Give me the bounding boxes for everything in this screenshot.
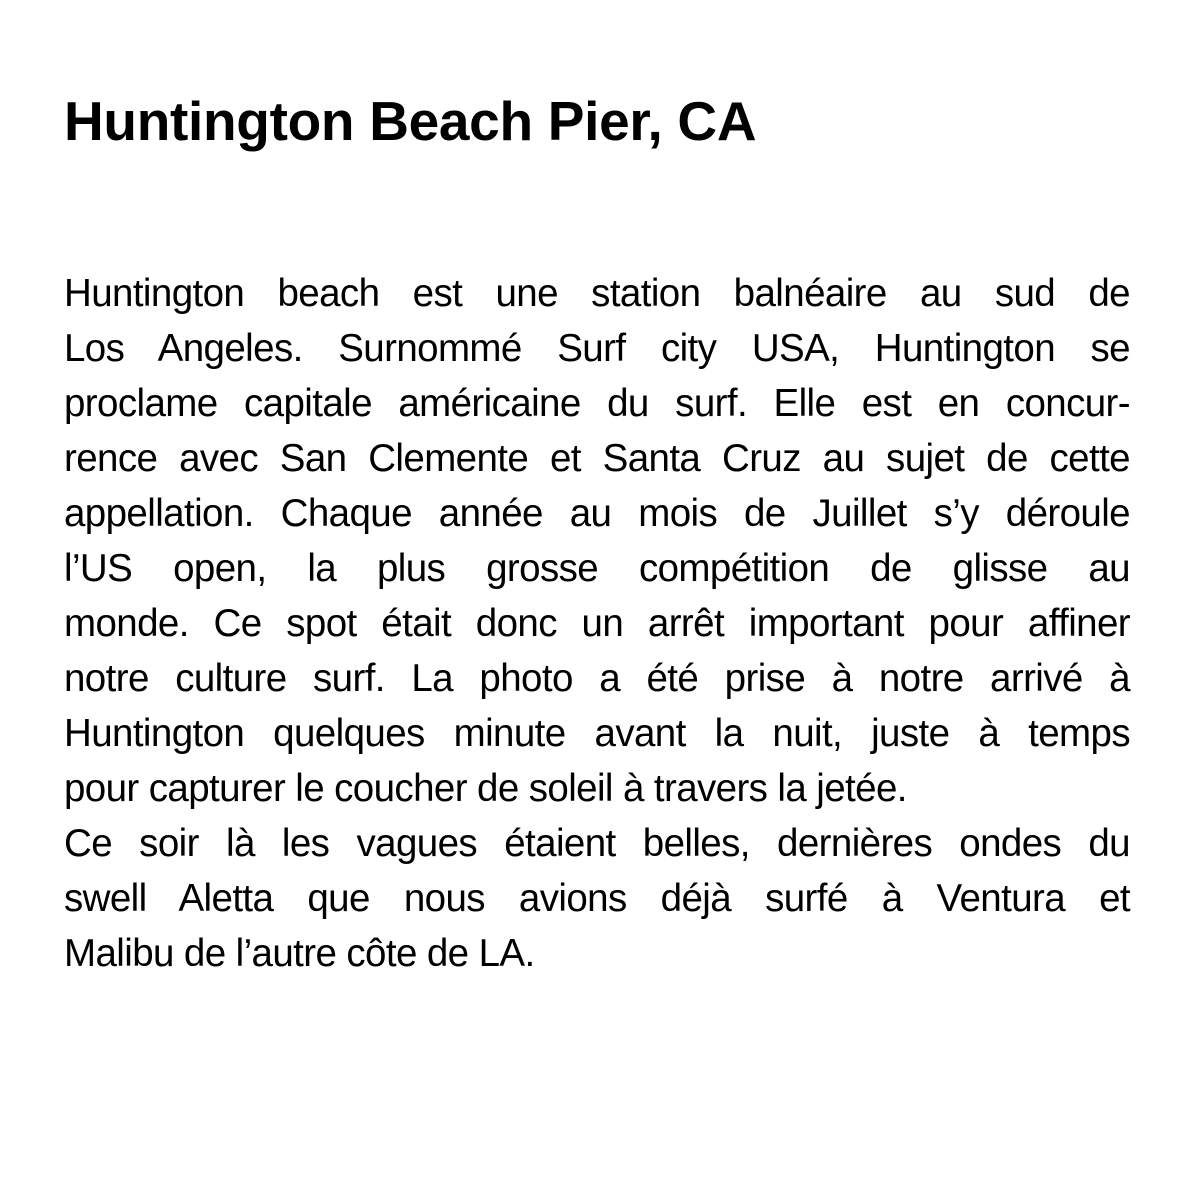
text-line: Huntington beach est une station balnéaire au sud de [64,272,1130,315]
text-line: Ce soir là les vagues étaient belles, dernières ondes du [64,822,1130,865]
text-line: notre culture surf. La photo a été prise à notre arrivé à [64,657,1130,700]
text-line: rence avec San Clemente et Santa Cruz au sujet de cette [64,437,1130,480]
page-title: Huntington Beach Pier, CA [64,90,757,152]
text-line: appellation. Chaque année au mois de Juillet s’y déroule [64,492,1130,535]
text-line: pour capturer le coucher de soleil à travers la jetée. [64,767,907,810]
text-line: monde. Ce spot était donc un arrêt important pour affiner [64,602,1130,645]
text-line: Los Angeles. Surnommé Surf city USA, Huntington se [64,327,1130,370]
text-line: proclame capitale américaine du surf. Elle est en concur- [64,382,1130,425]
text-line: Huntington quelques minute avant la nuit, juste à temps [64,712,1130,755]
text-line: l’US open, la plus grosse compétition de glisse au [64,547,1130,590]
body-paragraph [64,266,1130,981]
text-line: Malibu de l’autre côte de LA. [64,932,535,975]
text-line: swell Aletta que nous avions déjà surfé à Ventura et [64,877,1130,920]
